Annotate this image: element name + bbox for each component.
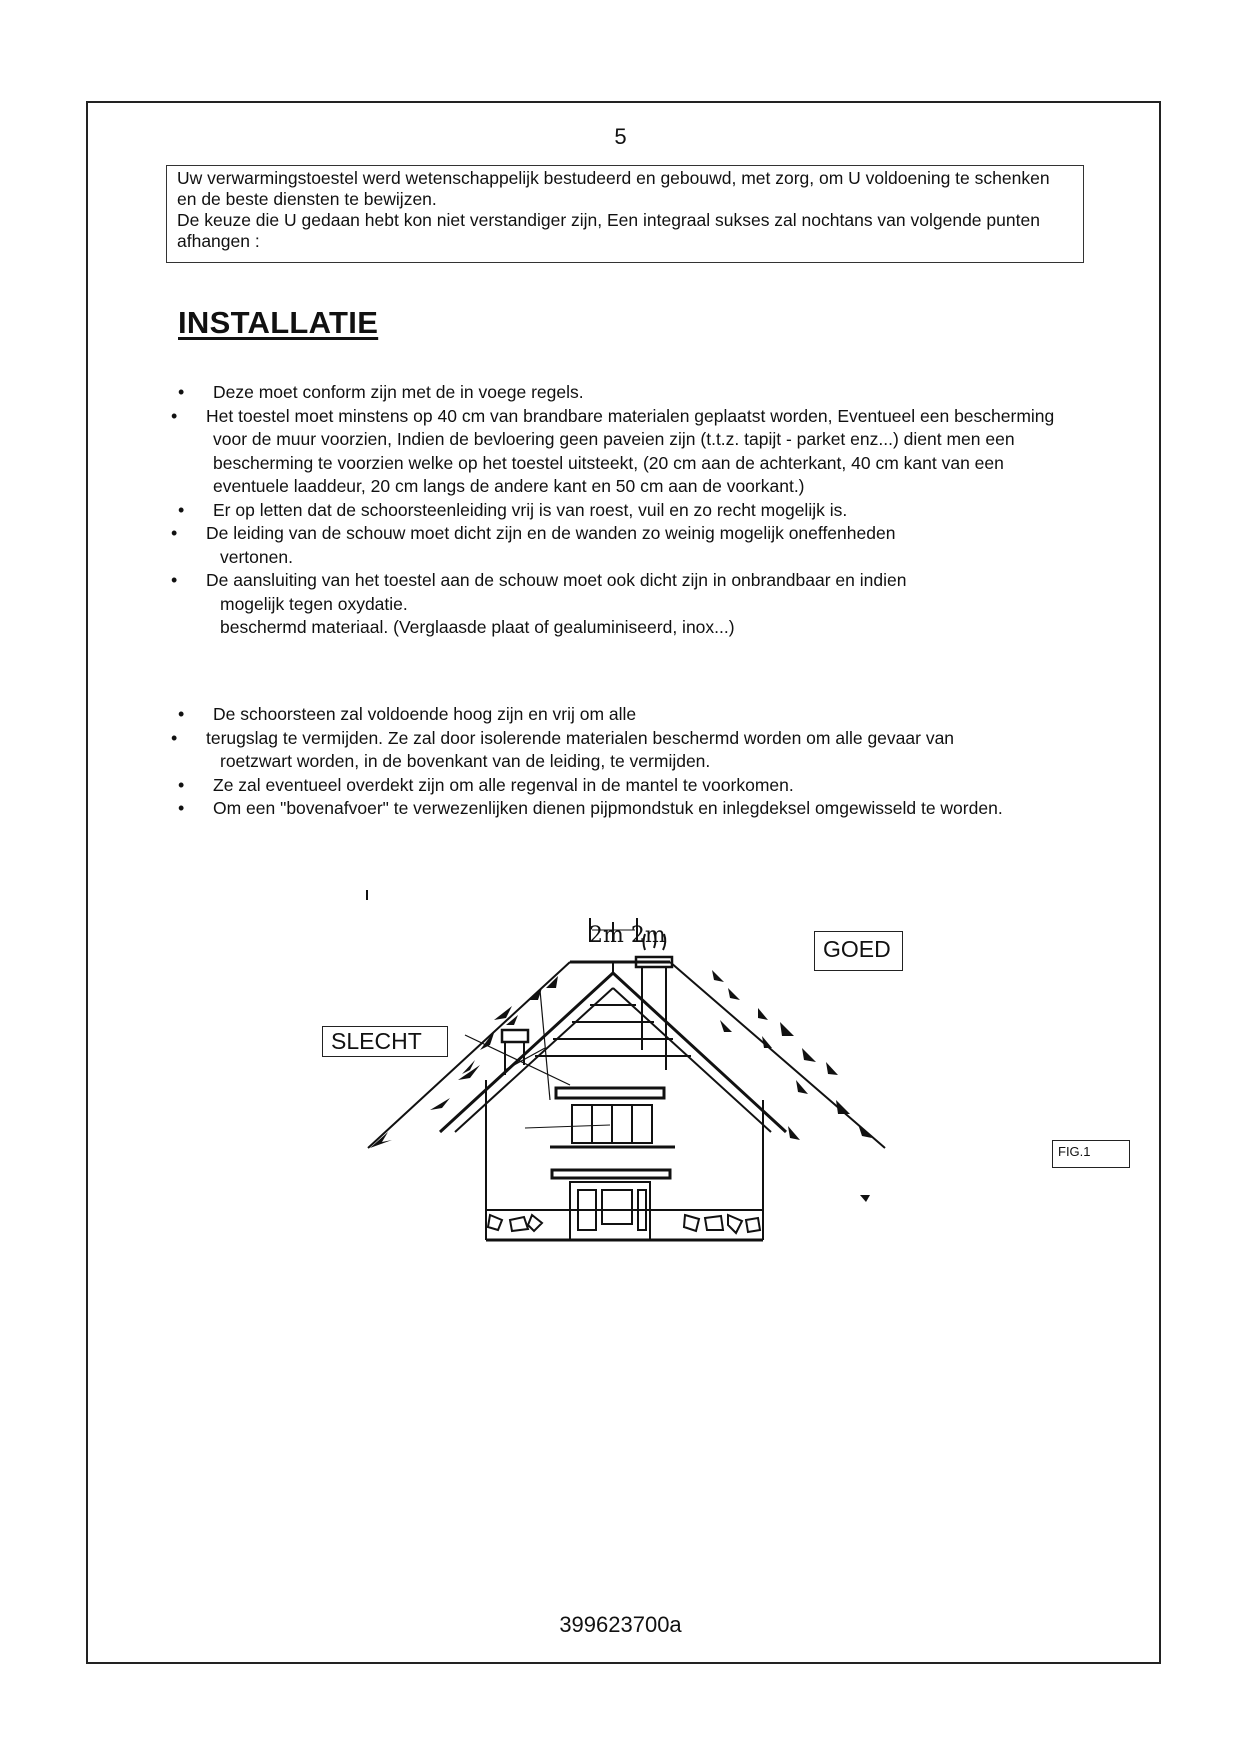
house-chimney-illustration	[310, 870, 920, 1270]
figure-label: FIG.1	[1052, 1140, 1130, 1168]
list-item: • De leiding van de schouw moet dicht zijn en de wanden zo weinig mogelijk oneffenheden vertonen.	[178, 522, 1078, 569]
list-item: • Er op letten dat de schoorsteenleiding vrij is van roest, vuil en zo recht mogelijk is.	[178, 499, 1078, 523]
list-item: • De schoorsteen zal voldoende hoog zijn en vrij om alle	[178, 703, 1078, 727]
list-item: • Om een "bovenafvoer" te verwezenlijken dienen pijpmondstuk en inlegdeksel omgewisseld te worden.	[178, 797, 1078, 821]
label-bad: SLECHT	[322, 1026, 448, 1057]
installation-list	[178, 381, 1078, 640]
section-heading: INSTALLATIE	[178, 305, 379, 340]
list-item: • Ze zal eventueel overdekt zijn om alle regenval in de mantel te voorkomen.	[178, 774, 1078, 798]
document-code: 399623700a	[559, 1612, 682, 1637]
intro-box	[166, 165, 1084, 263]
list-item: • De aansluiting van het toestel aan de schouw moet ook dicht zijn in onbrandbaar en indien mogelijk tegen oxydatie. beschermd materiaal. (Verglaasde plaat of gealuminiseerd, inox...)	[178, 569, 1078, 640]
chimney-list	[178, 703, 1078, 821]
label-good: GOED	[814, 931, 903, 971]
list-item: • Deze moet conform zijn met de in voege regels.	[178, 381, 1078, 405]
page-number: 5	[614, 124, 627, 149]
list-item: • Het toestel moet minstens op 40 cm van brandbare materialen geplaatst worden, Eventueel een bescherming voor de muur voorzien, Indien de bevloering geen paveien zijn (t.t.z. tapijt - parket enz...) dient men een bescherming te voorzien welke op het toestel uitsteekt, (20 cm aan de achterkant, 40 cm kant van een eventuele laaddeur, 20 cm langs de andere kant en 50 cm aan de voorkant.)	[178, 405, 1078, 499]
list-item: • terugslag te vermijden. Ze zal door isolerende materialen beschermd worden om alle gevaar van roetzwart worden, in de bovenkant van de leiding, te vermijden.	[178, 727, 1078, 774]
intro-line-1: Uw verwarmingstoestel werd wetenschappelijk bestudeerd en gebouwd, met zorg, om U voldoening te schenken en de beste diensten te bewijzen.	[177, 168, 1050, 209]
intro-line-2: De keuze die U gedaan hebt kon niet verstandiger zijn, Een integraal sukses zal nochtans van volgende punten afhangen :	[177, 210, 1040, 251]
dimension-label: 2m 2m	[589, 923, 666, 948]
